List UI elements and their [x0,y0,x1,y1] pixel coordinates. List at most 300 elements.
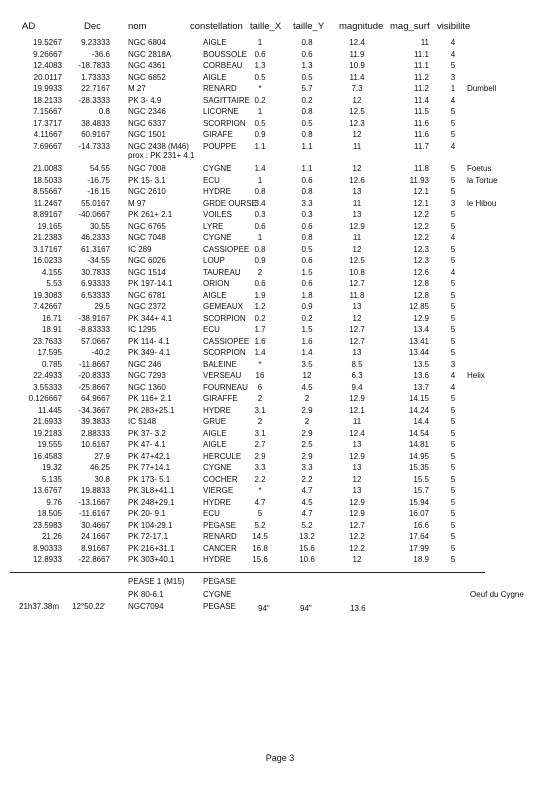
cell-surf: 11.93 [409,175,429,185]
cell-ad: 5.135 [41,474,62,484]
cell-ad: 9.26667 [33,49,62,59]
cell-nom-extra: prox : PK 231+ 4.1 [128,150,195,160]
cell-ad: 16.4583 [33,451,62,461]
table-row [0,119,560,129]
cell-vis: 5 [450,348,456,357]
cell-nom: NGC 7048 [128,233,166,242]
cell-surf: 14.24 [408,405,429,415]
cell-tx: 16 [255,371,265,380]
cell-const: AIGLE [203,440,227,449]
table-row [0,256,560,266]
cell-const: FOURNEAU [203,382,248,392]
cell-dec: 29.5 [94,302,110,311]
cell-dec: -11.6167 [79,509,110,518]
cell-tx: 2.2 [254,474,266,484]
cell-const: ECU [203,509,220,518]
cell-tx: 0.6 [254,221,266,231]
cell-mag: 10.8 [349,267,365,277]
cell-ty: 2.5 [301,440,313,449]
cell-vis: 4 [450,95,456,105]
table-row [0,475,560,485]
cell-nom: NGC 2346 [128,107,166,116]
cell-vis: 5 [450,543,456,553]
cell-surf: 11.7 [414,141,429,151]
cell-const: SCORPION [203,313,246,323]
cell-mag: 12.2 [349,532,365,541]
cell-dec: -34.55 [87,256,110,265]
cell-vis: 5 [450,486,456,495]
cell-ty: 0.6 [301,175,313,185]
cell-ad: 7.15667 [33,107,62,116]
cell-mag: 12.9 [349,394,365,403]
cell-nom: NGC 246 [128,359,162,369]
cell-vis: 5 [450,118,456,128]
cell-vis: 5 [450,555,456,564]
cell-ad: 19.3083 [33,290,62,300]
cell-tx: 5 [257,509,263,518]
cell-ty: 10.6 [299,555,315,564]
cell-mag: 12 [352,313,362,323]
cell-nom: PK 349- 4.1 [128,348,171,357]
cell-nom: PK 197-14.1 [128,279,173,288]
cell-const: BALEINE [203,359,237,369]
header-visibilite: visibilite [437,21,471,32]
cell-tx: 0.9 [254,256,266,265]
cell-ad: 23.5983 [33,520,62,530]
cell-nom: NGC 2438 (M46) [128,141,189,151]
cell-nom: PK 72-17.1 [128,532,169,541]
cell-ad: 9.76 [46,497,62,507]
cell-ad: 21.26 [41,532,62,541]
cell-mag: 12 [352,555,362,564]
cell-surf: 18.9 [413,555,429,564]
cell-tx: 0.2 [254,95,266,105]
cell-vis: 5 [450,221,456,231]
cell-ad: 7.42667 [33,302,62,311]
cell-tx: 0.6 [254,279,266,288]
cell-tx: 5.2 [254,520,266,530]
cell-ad: 4.11667 [33,130,62,139]
cell-ty: 1.1 [301,164,313,173]
cell-dec: -34.3667 [78,405,110,415]
cell-tx: 1 [257,107,263,116]
cell-surf: 13.7 [413,382,429,392]
cell-mag: 12 [352,244,362,254]
cell-nom: NGC 1514 [128,267,166,277]
cell-ty: 1.5 [301,267,313,277]
cell-dec: 2.88333 [81,428,110,438]
cell-const: HYDRE [203,405,232,415]
table-row [0,164,560,174]
cell-surf: 11.4 [414,95,429,105]
table-row [0,291,560,301]
cell-dec: 8.91667 [81,543,110,553]
cell-vis: 5 [450,509,456,518]
cell-ty: 15.6 [299,543,315,553]
extra-ty-3: 94" [300,604,312,613]
cell-tx: 1 [257,175,263,185]
cell-const: ECU [203,175,220,185]
cell-surf: 11.1 [414,61,429,70]
cell-mag: 12 [352,164,362,173]
cell-surf: 14.81 [408,440,429,449]
cell-dec: -20.8333 [78,371,110,380]
cell-tx: 0.2 [254,313,266,323]
table-row [0,555,560,565]
cell-tx: 1.4 [254,348,266,357]
cell-vis: 4 [450,371,456,380]
cell-ty: 4.7 [301,509,313,518]
cell-ty: 1.6 [301,336,313,346]
cell-mag: 13 [352,187,362,196]
extra-tx-3: 94" [258,604,270,613]
header-constellation: constellation [190,21,243,32]
header-nom: nom [128,21,147,32]
cell-dec: 19.8833 [81,486,110,495]
cell-mag: 12.9 [349,497,365,507]
cell-vis: 5 [450,130,456,139]
cell-const: GRDE OURSE [203,198,257,208]
cell-surf: 11.2 [414,84,429,93]
cell-tx: 0.5 [254,118,266,128]
cell-ad: 19.165 [37,221,62,231]
cell-const: LICORNE [203,107,239,116]
cell-const: SCORPION [203,348,246,357]
cell-dec: -36.6 [91,49,110,59]
cell-nom: PK 303+40.1 [128,555,175,564]
cell-nom: PK 283+25.1 [128,405,175,415]
cell-ad: 17.595 [37,348,62,357]
cell-ad: 17.3717 [33,118,62,128]
cell-dec: 30.7833 [81,267,110,277]
table-row [0,498,560,508]
cell-const: VERSEAU [203,371,242,380]
table-row [0,452,560,462]
cell-ty: 2.2 [301,474,313,484]
cell-nom: PK 3L8+41.1 [128,486,175,495]
cell-mag: 12.5 [349,256,365,265]
cell-mag: 12.9 [349,509,365,518]
cell-mag: 8.5 [351,359,363,369]
cell-ad: 8.55667 [33,187,62,196]
cell-tx: 0.8 [254,187,266,196]
cell-const: CORBEAU [203,61,243,70]
table-row [0,210,560,220]
cell-surf: 12.3 [413,256,429,265]
cell-dec: 46.25 [89,463,110,472]
cell-vis: 5 [450,61,456,70]
cell-ty: 4.5 [301,497,313,507]
cell-surf: 15.5 [413,474,429,484]
cell-dec: 22.7167 [81,84,110,93]
cell-ad: 19.555 [37,440,62,449]
cell-const: AIGLE [203,72,227,82]
cell-mag: 13 [352,210,362,219]
cell-const: CYGNE [203,233,232,242]
cell-mag: 11.8 [349,290,365,300]
table-row [0,463,560,473]
cell-vis: 5 [450,290,456,300]
extra-ad-3: 21h37.38m [19,602,60,611]
cell-const: VOILES [203,210,232,219]
cell-nom: PK 47- 4.1 [128,440,166,449]
cell-surf: 11.6 [414,118,429,128]
table-row [0,268,560,278]
cell-ty: 0.5 [301,118,313,128]
cell-tx: 2 [257,417,263,426]
cell-mag: 11.9 [349,49,365,59]
cell-ad: 19.5267 [33,38,62,47]
cell-dec: -28.3333 [78,95,110,105]
cell-nom: NGC 4361 [128,61,166,70]
cell-vis: 4 [450,141,456,151]
table-row [0,176,560,186]
cell-nom: NGC 2610 [128,187,166,196]
cell-surf: 17.99 [408,543,429,553]
cell-vis: 3 [450,198,456,208]
cell-dec: -40.0667 [78,210,110,219]
cell-nom: PK 20- 9.1 [128,509,166,518]
cell-ad: 21.2383 [33,233,62,242]
cell-ty: 0.6 [301,256,313,265]
cell-tx: 4.7 [254,497,266,507]
cell-tx: 3.4 [254,198,266,208]
table-row [0,371,560,381]
page-footer: Page 3 [265,753,295,763]
cell-surf: 12.2 [413,210,429,219]
cell-mag: 12.7 [349,279,365,288]
cell-dec: -13.1667 [78,497,110,507]
cell-ad: 19.2183 [33,428,62,438]
cell-surf: 15.7 [413,486,429,495]
table-row [0,96,560,106]
cell-surf: 11.6 [414,130,429,139]
cell-vis: 5 [450,336,456,346]
cell-tx: 2 [257,394,263,403]
cell-vis: 5 [450,210,456,219]
cell-dec: 39.3833 [81,417,110,426]
cell-dec: -16.15 [87,187,110,196]
cell-mag: 12.9 [349,221,365,231]
cell-nom: M 27 [128,84,146,93]
cell-vis: 5 [450,532,456,541]
cell-tx: * [258,486,262,495]
cell-tx: 1.3 [254,61,266,70]
cell-ad: 13.6767 [33,486,62,495]
cell-dec: -25.8667 [78,382,110,392]
cell-ty: 1.5 [301,325,313,334]
cell-dec: 30.55 [89,221,110,231]
cell-ty: 5.7 [301,84,313,93]
cell-tx: 2.7 [254,440,266,449]
cell-mag: 12.4 [349,38,365,47]
table-row [0,521,560,531]
cell-nom: PK 37- 3.2 [128,428,166,438]
cell-const: CYGNE [203,164,232,173]
cell-ty: 2.9 [301,451,313,461]
cell-tx: 3.3 [254,463,266,472]
cell-mag: 12.7 [349,325,365,334]
cell-note: Foetus [467,164,492,173]
cell-const: CASSIOPEE [203,244,250,254]
cell-ty: 0.8 [301,233,313,242]
cell-nom: PK 114- 4.1 [128,336,170,346]
cell-vis: 4 [450,233,456,242]
cell-mag: 13 [352,302,362,311]
cell-tx: 1.6 [254,336,266,346]
cell-surf: 12.85 [408,302,429,311]
cell-dec: 54.55 [89,164,110,173]
cell-dec: -11.8667 [79,359,110,369]
cell-ty: 13.2 [299,532,315,541]
cell-const: GEMEAUX [203,302,244,311]
table-row [0,394,560,404]
cell-vis: 5 [450,175,456,185]
cell-surf: 14.15 [408,394,429,403]
cell-const: VIERGE [203,486,234,495]
cell-tx: * [258,84,262,93]
header-ad: AD [22,21,36,32]
cell-const: PEGASE [203,520,236,530]
cell-tx: 0.5 [254,72,266,82]
cell-dec: -40.2 [91,348,110,357]
cell-nom: NGC 6781 [128,290,166,300]
cell-ty: 0.8 [301,107,313,116]
cell-nom: PK 77+14.1 [128,463,171,472]
cell-ad: 7.69667 [33,141,62,151]
cell-nom: PK 3- 4.9 [128,95,162,105]
cell-mag: 12.5 [349,107,365,116]
cell-dec: 27.9 [94,451,110,461]
table-row [0,486,560,496]
extra-dec-3: 12°50.22' [72,602,106,611]
cell-nom: PK 261+ 2.1 [128,210,173,219]
cell-mag: 12.2 [349,543,365,553]
cell-ty: 2.9 [301,405,313,415]
table-row [0,245,560,255]
table-row [0,73,560,83]
cell-nom: PK 104-29.1 [128,520,173,530]
cell-surf: 13.5 [413,359,429,369]
cell-vis: 5 [450,164,456,173]
cell-tx: 6 [257,382,263,392]
cell-nom: PK 248+29.1 [128,497,175,507]
cell-const: BOUSSOLE [203,49,248,59]
table-row [0,440,560,450]
cell-tx: 16.8 [252,543,268,553]
cell-ad: 8.89167 [33,210,62,219]
cell-dec: 1.73333 [81,72,110,82]
cell-ad: 3.55333 [33,382,62,392]
cell-dec: -18.7833 [78,61,110,70]
cell-const: HYDRE [203,497,232,507]
cell-vis: 4 [450,267,456,277]
cell-surf: 16.07 [408,509,429,518]
cell-nom: IC 289 [128,244,152,254]
cell-vis: 4 [450,38,456,47]
cell-mag: 9.4 [351,382,363,392]
cell-nom: NGC 6804 [128,38,166,47]
cell-surf: 13.41 [408,336,429,346]
cell-vis: 1 [450,84,456,93]
cell-surf: 12.6 [413,267,429,277]
cell-ty: 3.3 [301,463,313,472]
cell-ad: 18.2133 [33,95,62,105]
cell-mag: 12 [352,130,362,139]
cell-nom: PK 47+42.1 [128,451,171,461]
cell-nom: PK 216+31.1 [128,543,175,553]
cell-nom: NGC 2372 [128,302,166,311]
cell-surf: 13.6 [413,371,429,380]
cell-tx: 3.1 [254,428,266,438]
cell-dec: 38.4833 [81,118,110,128]
cell-surf: 17.64 [408,532,429,541]
cell-surf: 12.2 [413,221,429,231]
cell-tx: 0.9 [254,130,266,139]
cell-nom: NGC 6026 [128,256,166,265]
cell-dec: 57.0667 [81,336,110,346]
header-taille-x: taille_X [250,21,282,32]
cell-const: GRUE [203,417,227,426]
table-row [0,429,560,439]
cell-surf: 12.8 [413,290,429,300]
cell-ty: 0.6 [301,221,313,231]
cell-const: CASSIOPEE [203,336,250,346]
cell-nom: IC 1295 [128,325,157,334]
table-row [0,383,560,393]
cell-const: AIGLE [203,428,227,438]
cell-vis: 5 [450,244,456,254]
cell-dec: 64.9667 [81,394,110,403]
cell-vis: 5 [450,520,456,530]
cell-vis: 5 [450,474,456,484]
cell-vis: 5 [450,394,456,403]
cell-vis: 5 [450,279,456,288]
cell-ty: 3.3 [301,198,313,208]
cell-note: le Hibou [467,198,497,208]
cell-tx: 14.5 [252,532,268,541]
header-magnitude: magnitude [339,21,384,32]
cell-nom: NGC 6852 [128,72,166,82]
cell-vis: 5 [450,107,456,116]
cell-vis: 5 [450,302,456,311]
cell-ty: 0.6 [301,49,313,59]
cell-dec: 61.3167 [81,244,110,254]
cell-ad: 19.32 [41,463,62,472]
cell-ad: 18.505 [37,509,62,518]
cell-const: RENARD [203,84,237,93]
cell-vis: 5 [450,187,456,196]
cell-mag: 12.4 [349,428,365,438]
cell-ad: 21.0083 [33,164,62,173]
cell-const: CANCER [203,543,237,553]
cell-vis: 3 [450,72,456,82]
cell-vis: 5 [450,463,456,472]
cell-nom: IC 5148 [128,417,157,426]
cell-ad: 12.8933 [33,555,62,564]
cell-const: AIGLE [203,38,227,47]
cell-ad: 22.4933 [33,371,62,380]
cell-ty: 2 [304,417,310,426]
table-row [0,50,560,60]
cell-ty: 0.8 [301,130,313,139]
table-row [0,314,560,324]
cell-ty: 0.9 [301,302,313,311]
cell-vis: 5 [450,405,456,415]
cell-ad: 0.785 [41,359,62,369]
cell-dec: 0.8 [98,107,110,116]
extra-nom-3: NGC7094 [128,602,164,611]
